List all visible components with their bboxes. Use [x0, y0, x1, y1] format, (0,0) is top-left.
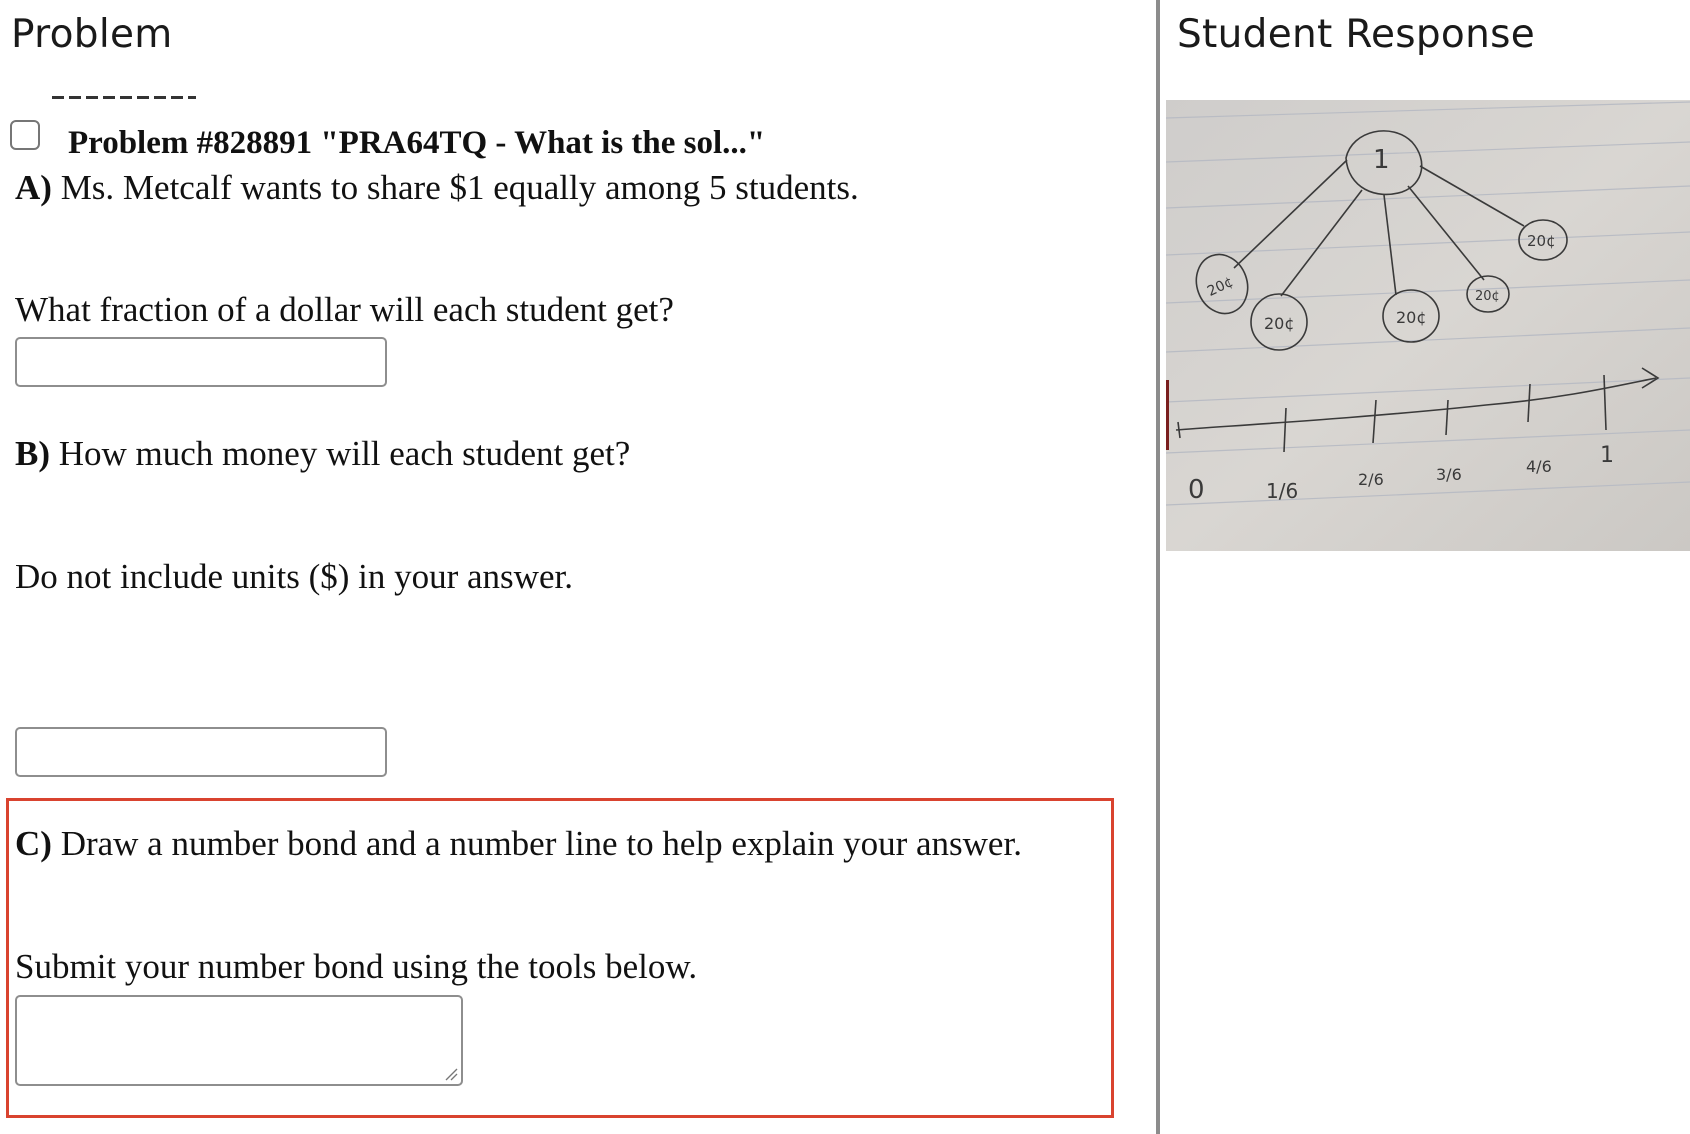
paper-background [1166, 100, 1690, 551]
bond-part-label-1: 20¢ [1204, 274, 1236, 300]
number-bond-textarea[interactable] [15, 995, 463, 1086]
problem-title: Problem #828891 "PRA64TQ - What is the sol..." [68, 125, 766, 161]
number-line-label-3: 3/6 [1436, 465, 1462, 484]
problem-panel-heading: Problem [11, 12, 173, 57]
money-answer-input[interactable] [15, 727, 387, 777]
note-b-text: Do not include units ($) in your answer. [15, 557, 573, 596]
number-line-label-0: 0 [1188, 475, 1205, 505]
number-line-label-2: 2/6 [1358, 470, 1384, 489]
part-b-text: B) How much money will each student get? [15, 434, 631, 473]
part-c-text: C) Draw a number bond and a number line to help explain your answer. [15, 824, 1022, 863]
problem-select-checkbox[interactable] [10, 120, 40, 150]
number-line-label-1: 1/6 [1266, 479, 1299, 503]
number-line-label-4: 4/6 [1526, 457, 1552, 476]
question-a-text: What fraction of a dollar will each student get? [15, 290, 674, 329]
student-response-panel [1160, 0, 1690, 1134]
part-a-text: A) Ms. Metcalf wants to share $1 equally among 5 students. [15, 168, 859, 207]
bond-part-label-4: 20¢ [1475, 289, 1500, 304]
number-line-label-5: 1 [1600, 443, 1614, 468]
fraction-answer-input[interactable] [15, 337, 387, 387]
student-work-drawing [1166, 100, 1690, 551]
cut-off-text [52, 90, 196, 100]
resize-grip-icon[interactable] [444, 1067, 458, 1081]
bond-whole-label: 1 [1373, 145, 1390, 175]
photo-edge-mark [1166, 380, 1169, 450]
bond-part-label-2: 20¢ [1264, 314, 1295, 333]
student-work-photo [1166, 100, 1690, 551]
bond-part-label-3: 20¢ [1396, 308, 1427, 327]
bond-part-label-5: 20¢ [1527, 232, 1556, 250]
student-response-heading: Student Response [1177, 12, 1536, 57]
note-c-text: Submit your number bond using the tools below. [15, 947, 698, 986]
